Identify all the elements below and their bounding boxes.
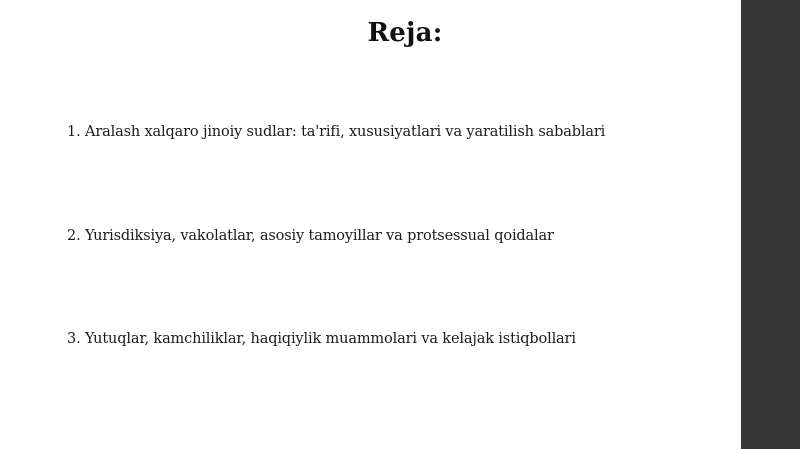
plan-item-1: 1. Aralash xalqaro jinoiy sudlar: ta'rifi, xususiyatlari va yaratilish sabablari bbox=[67, 124, 606, 140]
slide-title: Reja: bbox=[367, 18, 443, 48]
side-panel bbox=[741, 0, 800, 449]
plan-item-3: 3. Yutuqlar, kamchiliklar, haqiqiylik muammolari va kelajak istiqbollari bbox=[67, 331, 576, 347]
plan-item-2: 2. Yurisdiksiya, vakolatlar, asosiy tamoyillar va protsessual qoidalar bbox=[67, 228, 554, 244]
